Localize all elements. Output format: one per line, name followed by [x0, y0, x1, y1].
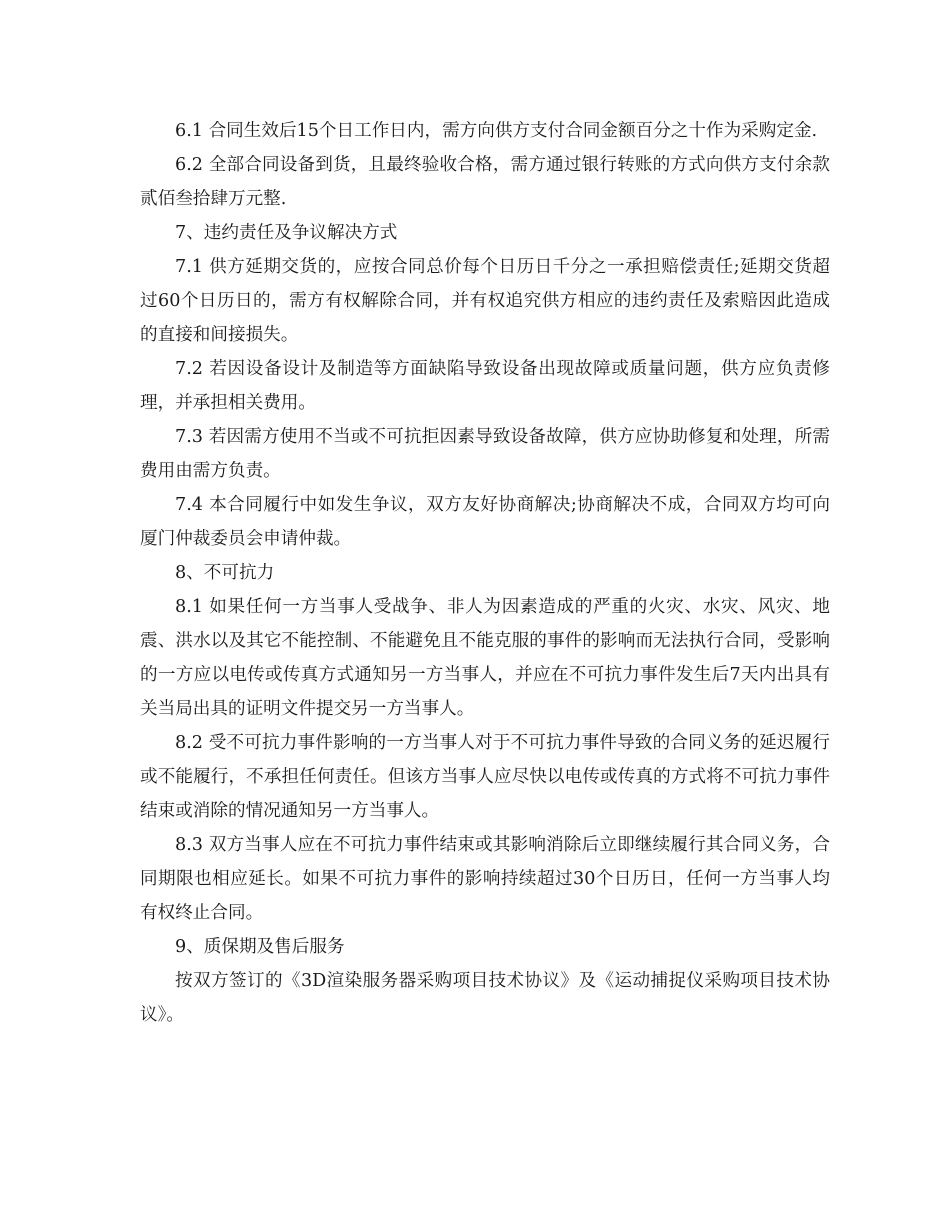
section-heading-9: 9、质保期及售后服务: [175, 937, 345, 957]
clause-6-2: 6.2 全部合同设备到货，且最终验收合格，需方通过银行转账的方式向供方支付余款贰佰叁拾肆万元整.: [140, 155, 830, 209]
clause-9-body: 按双方签订的《3D渲染服务器采购项目技术协议》及《运动捕捉仪采购项目技术协议》。: [140, 971, 830, 1025]
clause-8-1: 8.1 如果任何一方当事人受战争、非人为因素造成的严重的火灾、水灾、风灾、地震、洪水以及其它不能控制、不能避免且不能克服的事件的影响而无法执行合同，受影响的一方应以电传或传真方式通知另一方当事人，并应在不可抗力事件发生后7天内出具有关当局出具的证明文件提交另一方当事人。: [140, 597, 830, 719]
clause-7-1: 7.1 供方延期交货的，应按合同总价每个日历日千分之一承担赔偿责任;延期交货超过60个日历日的，需方有权解除合同，并有权追究供方相应的违约责任及索赔因此造成的直接和间接损失。: [140, 257, 830, 345]
clause-8-3: 8.3 双方当事人应在不可抗力事件结束或其影响消除后立即继续履行其合同义务，合同期限也相应延长。如果不可抗力事件的影响持续超过30个日历日，任何一方当事人均有权终止合同。: [140, 835, 830, 923]
clause-8-2: 8.2 受不可抗力事件影响的一方当事人对于不可抗力事件导致的合同义务的延迟履行或不能履行，不承担任何责任。但该方当事人应尽快以电传或传真的方式将不可抗力事件结束或消除的情况通知另一方当事人。: [140, 733, 830, 821]
section-heading-7: 7、违约责任及争议解决方式: [175, 223, 398, 243]
section-heading-8: 8、不可抗力: [175, 563, 275, 583]
document-body: [140, 114, 830, 1032]
clause-6-1: 6.1 合同生效后15个日工作日内，需方向供方支付合同金额百分之十作为采购定金.: [175, 121, 818, 141]
clause-7-3: 7.3 若因需方使用不当或不可抗拒因素导致设备故障，供方应协助修复和处理，所需费用由需方负责。: [140, 427, 830, 481]
clause-7-2: 7.2 若因设备设计及制造等方面缺陷导致设备出现故障或质量问题，供方应负责修理，并承担相关费用。: [140, 359, 830, 413]
clause-7-4: 7.4 本合同履行中如发生争议，双方友好协商解决;协商解决不成，合同双方均可向厦门仲裁委员会申请仲裁。: [140, 495, 830, 549]
